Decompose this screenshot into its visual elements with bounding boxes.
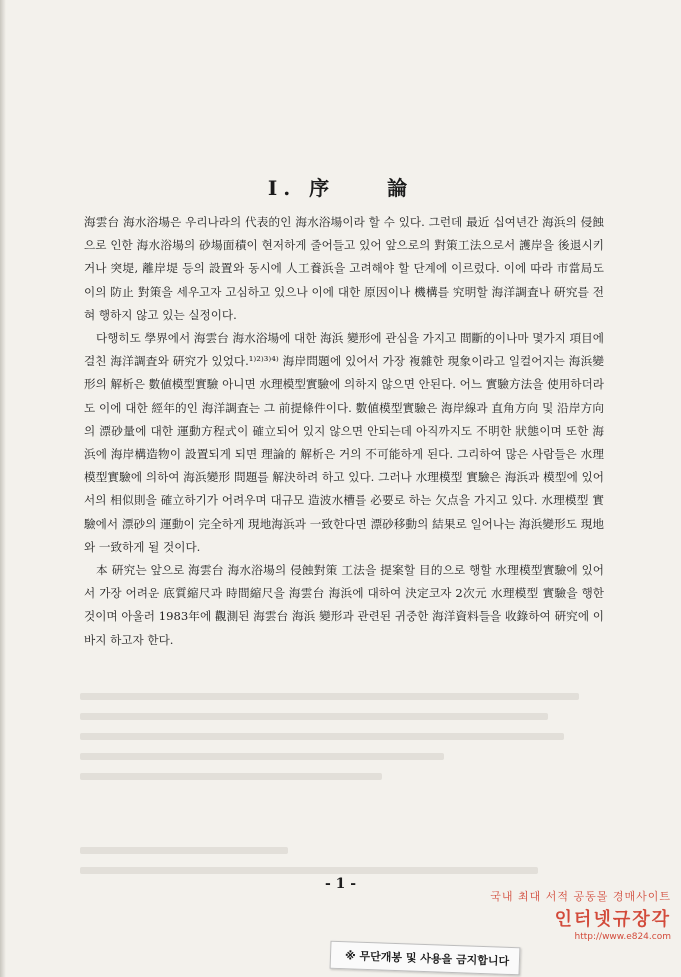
body-text xyxy=(84,211,604,652)
watermark-tagline: 국내 최대 서적 공동몰 경매사이트 xyxy=(490,890,671,903)
paragraph-3: 本 硏究는 앞으로 海雲台 海水浴場의 侵蝕對策 工法을 提案할 目的으로 행할 水理模型實驗에 있어서 가장 어려운 底質縮尺과 時間縮尺을 海雲台 海浜에 대하여 決定코자 2次元 水理模型 實驗을 행한 것이며 아울러 1983年에 觀測된 海雲台 海浜 變形과 관련된 귀중한 海洋資料들을 收錄하여 硏究에 이바지 하고자 한다. xyxy=(84,563,604,647)
paragraph-2: 다행히도 學界에서 海雲台 海水浴場에 대한 海浜 變形에 관심을 가지고 間斷的이나마 몇가지 項目에 걸친 海洋調査와 硏究가 있었다.¹⁾²⁾³⁾⁴⁾ 海岸問題에 있어서 가장 複雜한 現象이라고 일컬어지는 海浜變形의 解析은 數値模型實驗 아니면 水理模型實驗에 의하지 않으면 안된다. 어느 實驗方法을 使用하더라도 이에 대한 經年的인 海洋調査는 그 前提條件이다. 數値模型實驗은 海岸線과 直角方向 및 沿岸方向의 漂砂量에 대한 運動方程式이 確立되어 있지 않으면 안되는데 아직까지도 不明한 狀態이며 또한 海浜에 海岸構造物이 設置되게 되면 理論的 解析은 거의 不可能하게 된다. 그리하여 많은 사람들은 水理模型實驗에 의하여 海浜變形 問題를 解決하려 하고 있다. 그러나 水理模型 實驗은 海浜과 模型에 있어서의 相似則을 確立하기가 어려우며 대규모 造波水槽를 必要로 하는 欠点을 가지고 있다. 水理模型 實驗에서 漂砂의 運動이 完全하게 現地海浜과 一致한다면 漂砂移動의 結果로 일어나는 海浜變形도 現地와 一致하게 될 것이다. xyxy=(84,331,604,554)
watermark-url: http://www.e824.com xyxy=(574,932,671,942)
page-edge-shadow xyxy=(0,0,6,977)
warning-sticker: ※ 무단개봉 및 사용을 금지합니다 xyxy=(330,941,521,976)
watermark xyxy=(490,888,671,942)
page-number: - 1 - xyxy=(324,876,357,892)
watermark-brand: 인터넷규장각 xyxy=(554,909,671,930)
bleed-through-text xyxy=(80,680,600,887)
section-heading: Ⅰ. 序 論 xyxy=(267,176,414,200)
paragraph-1: 海雲台 海水浴場은 우리나라의 代表的인 海水浴場이라 할 수 있다. 그런데 最近 십여년간 海浜의 侵蝕으로 인한 海水浴場의 砂場面積이 현저하게 줄어들고 있어 앞으로의 對策工法으로서 護岸을 後退시키거나 突堤, 離岸堤 등의 設置와 동시에 人工養浜을 고려해야 할 단계에 이르렀다. 이에 따라 市當局도 이의 防止 對策을 세우고자 고심하고 있으나 이에 대한 原因이나 機構를 究明할 海洋調査나 硏究를 전혀 행하지 않고 있는 실정이다. xyxy=(84,215,604,322)
